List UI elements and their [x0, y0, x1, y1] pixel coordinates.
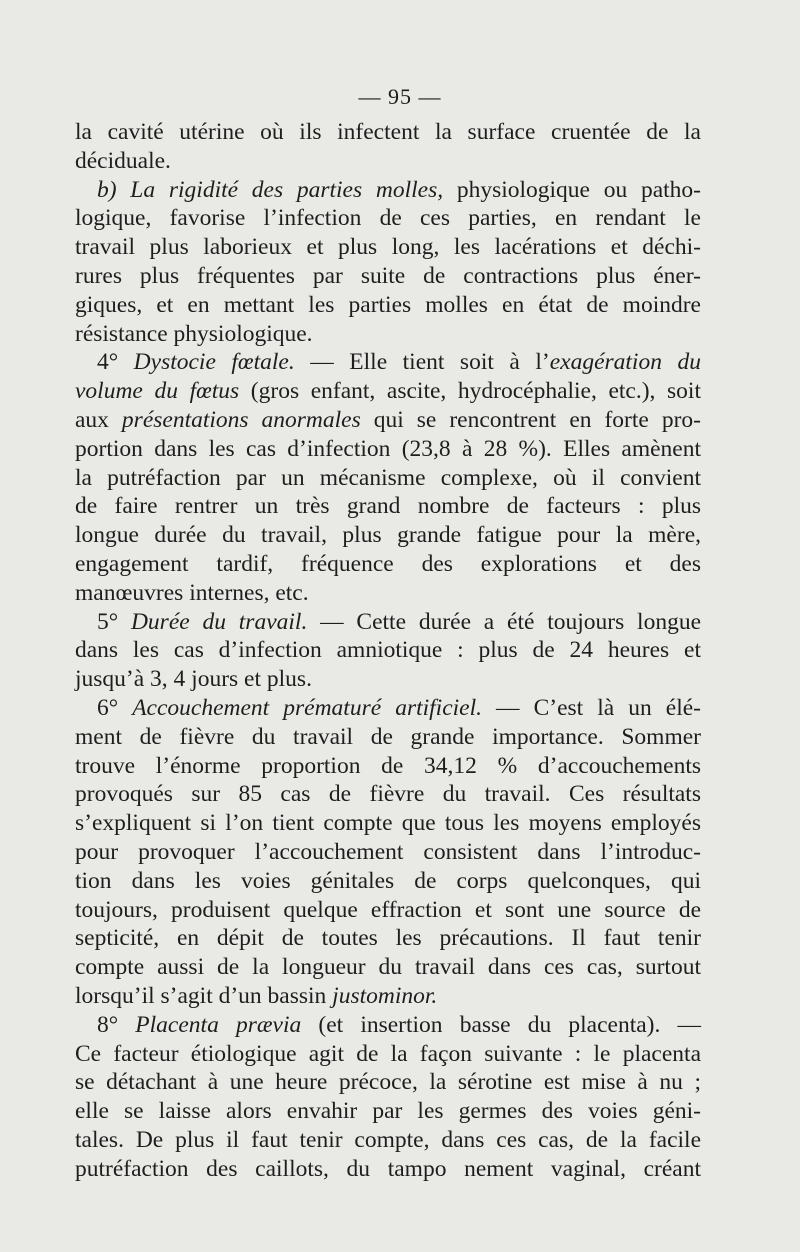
text-segment: ment de fièvre du travail de grande importance. Sommer — [75, 723, 701, 750]
text-line — [75, 435, 701, 464]
text-segment: physiologique ou patho- — [443, 176, 701, 203]
text-segment: septicité, en dépit de toutes les précautions. Il faut tenir — [75, 925, 701, 952]
text-line — [75, 924, 701, 953]
text-line — [75, 752, 701, 781]
italic-text: exagération du — [549, 349, 701, 376]
text-line — [75, 1068, 701, 1097]
text-segment: qui se rencontrent en forte pro- — [360, 406, 701, 433]
italic-text: justominor. — [332, 982, 438, 1009]
text-line — [75, 982, 701, 1011]
text-segment: manœuvres internes, etc. — [75, 579, 309, 606]
text-segment: Ce facteur étiologique agit de la façon suivante : le placenta — [75, 1040, 701, 1067]
text-segment: aux — [75, 406, 122, 433]
text-segment: (et insertion basse du placenta). — — [301, 1011, 701, 1038]
italic-text: Dystocie fœtale. — [133, 349, 295, 376]
text-segment: rures plus fréquentes par suite de contractions plus éner- — [75, 262, 701, 289]
italic-text: présentations anormales — [121, 406, 361, 433]
text-line — [75, 492, 701, 521]
italic-text: b) La rigidité des parties molles, — [97, 176, 444, 203]
text-segment: 8° — [97, 1011, 136, 1038]
page-number: — 95 — — [358, 84, 442, 109]
text-segment: elle se laisse alors envahir par les germes des voies géni- — [75, 1098, 701, 1125]
text-segment: tion dans les voies génitales de corps quelconques, qui — [75, 867, 701, 894]
text-line — [75, 204, 701, 233]
text-segment: s’expliquent si l’on tient compte que tous les moyens employés — [75, 810, 701, 837]
text-line — [75, 377, 701, 406]
italic-text: Accouchement prématuré artificiel. — [132, 694, 483, 721]
text-segment: résistance physiologique. — [75, 320, 313, 347]
text-line — [75, 262, 701, 291]
text-segment: la putréfaction par un mécanisme complexe, où il convient — [75, 464, 701, 491]
text-line — [75, 579, 701, 608]
italic-text: Placenta prævia — [135, 1011, 302, 1038]
text-segment: provoqués sur 85 cas de fièvre du travail. Ces résultats — [75, 781, 701, 808]
text-line — [75, 867, 701, 896]
text-line — [75, 1155, 701, 1184]
text-segment: 6° — [97, 694, 133, 721]
text-line — [75, 1040, 701, 1069]
text-line — [75, 521, 701, 550]
text-segment: — Elle tient soit à l’ — [294, 349, 550, 376]
text-line — [75, 608, 701, 637]
text-segment: dans les cas d’infection amniotique : plus de 24 heures et — [75, 637, 701, 664]
text-segment: se détachant à une heure précoce, la sérotine est mise à nu ; — [75, 1069, 701, 1096]
text-segment: toujours, produisent quelque effraction et sont une source de — [75, 896, 701, 923]
text-segment: tales. De plus il faut tenir compte, dans ces cas, de la facile — [75, 1126, 701, 1153]
text-segment: compte aussi de la longueur du travail dans ces cas, surtout — [75, 954, 701, 981]
text-segment: engagement tardif, fréquence des explorations et des — [75, 550, 701, 577]
text-segment: de faire rentrer un très grand nombre de facteurs : plus — [75, 493, 701, 520]
italic-text: Durée du travail. — [130, 608, 308, 635]
text-line — [75, 1126, 701, 1155]
text-line — [75, 953, 701, 982]
text-line — [75, 176, 701, 205]
text-line — [75, 838, 701, 867]
text-line — [75, 809, 701, 838]
text-line — [75, 147, 701, 176]
text-line — [75, 550, 701, 579]
text-segment: putréfaction des caillots, du tampo nement vaginal, créant — [75, 1155, 701, 1182]
text-segment: jusqu’à 3, 4 jours et plus. — [75, 666, 312, 693]
text-segment: lorsqu’il s’agit d’un bassin — [75, 982, 333, 1009]
text-segment: logique, favorise l’infection de ces parties, en rendant le — [75, 205, 701, 232]
text-segment: — C’est là un élé- — [482, 694, 702, 721]
text-line — [75, 233, 701, 262]
text-line — [75, 694, 701, 723]
text-segment: longue durée du travail, plus grande fatigue pour la mère, — [75, 522, 701, 549]
text-segment: — Cette durée a été toujours longue — [307, 608, 702, 635]
italic-text: volume du fœtus — [75, 378, 240, 405]
text-segment: 4° — [97, 349, 134, 376]
text-line — [75, 320, 701, 349]
text-line — [75, 636, 701, 665]
text-line — [75, 464, 701, 493]
text-segment: portion dans les cas d’infection (23,8 à 28 %). Elles amènent — [75, 435, 701, 462]
text-segment: travail plus laborieux et plus long, les lacérations et déchi- — [75, 234, 701, 261]
text-segment: pour provoquer l’accouchement consistent dans l’introduc- — [75, 838, 701, 865]
text-segment: giques, et en mettant les parties molles en état de moindre — [75, 291, 701, 318]
text-line — [75, 896, 701, 925]
text-segment: trouve l’énorme proportion de 34,12 % d’accouchements — [75, 752, 701, 779]
text-line — [75, 406, 701, 435]
body-text — [75, 118, 701, 1183]
text-line — [75, 665, 701, 694]
text-segment: la cavité utérine où ils infectent la surface cruentée de la — [75, 119, 701, 145]
text-line — [75, 348, 701, 377]
text-segment: 5° — [97, 608, 131, 635]
text-segment: (gros enfant, ascite, hydrocéphalie, etc.), soit — [239, 378, 701, 405]
text-line — [75, 118, 701, 147]
text-line — [75, 291, 701, 320]
text-line — [75, 780, 701, 809]
text-segment: déciduale. — [75, 147, 171, 174]
text-line — [75, 1097, 701, 1126]
text-line — [75, 1011, 701, 1040]
text-line — [75, 723, 701, 752]
